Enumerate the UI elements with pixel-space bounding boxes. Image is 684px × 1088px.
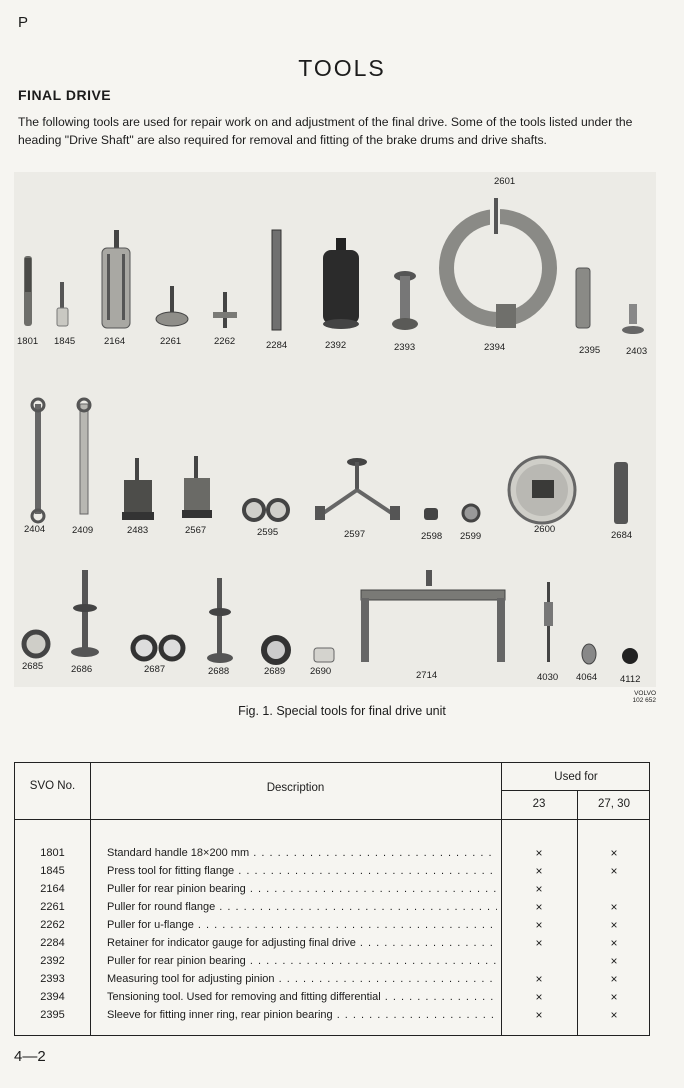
mark-23: × [535,864,543,878]
tool-label: 2686 [71,664,93,675]
tool-label: 2689 [264,666,286,677]
tool-label: 2595 [257,527,279,538]
tool-description: Measuring tool for adjusting pinion . . . [107,973,497,985]
svo-number: 1801 [40,847,65,859]
tool-2393-measuring [392,271,418,330]
tool-2394-tensioning [447,198,549,328]
tool-description: Puller for u-flange . . . [107,919,497,931]
tools-table [14,762,650,1036]
tool-2567 [182,456,212,518]
section-letter: P [18,14,29,31]
tool-label: 2690 [310,666,332,677]
tool-2262-puller [213,292,237,328]
figure-code-line-1: VOLVO [634,690,656,697]
tool-2688 [207,578,233,663]
tool-label: 2409 [72,525,94,536]
tool-label: 2600 [534,524,556,535]
table-row [15,863,651,881]
table-row [15,881,651,899]
tool-label: 4064 [576,672,598,683]
table-row [15,845,651,863]
tool-label: 2392 [325,340,347,351]
tool-2685 [24,632,48,656]
tool-label: 1801 [17,336,39,347]
mark-27-30: × [610,990,618,1004]
figure-code-line-2: 102 652 [632,697,656,704]
tool-2684 [614,462,628,524]
tool-label: 2684 [611,530,633,541]
tool-label: 1845 [54,336,76,347]
tool-label: 2599 [460,531,482,542]
tool-description: Puller for round flange . . . [107,901,497,913]
svo-number: 2393 [40,973,65,985]
svo-number: 2262 [40,919,65,931]
table-row [15,899,651,917]
mark-27-30: × [610,918,618,932]
tool-label: 2685 [22,661,44,672]
tool-label: 2262 [214,336,236,347]
svo-number: 2164 [40,883,65,895]
tool-2600 [509,457,575,523]
tool-label: 2687 [144,664,166,675]
intro-paragraph: The following tools are used for repair work on and adjustment of the final drive. Some of the tools listed under the heading "Drive Shaft" are also required for removal and fitting of the brake drums and drive shafts. [18,115,633,147]
tool-2404 [32,399,44,522]
mark-27-30: × [610,954,618,968]
tool-2597 [315,458,400,520]
tool-2714 [361,570,505,662]
svo-number: 1845 [40,865,65,877]
tool-label: 2393 [394,342,416,353]
mark-23: × [535,990,543,1004]
col-header-description: Description [266,782,325,794]
tool-label: 2261 [160,336,182,347]
table-row [15,917,651,935]
tool-label: 2688 [208,666,230,677]
tool-2403 [622,304,644,334]
tool-description: Puller for rear pinion bearing . . . [107,883,497,895]
tool-description: Standard handle 18×200 mm . . . [107,847,497,859]
tool-description: Sleeve for fitting inner ring, rear pinion bearing . . . [107,1009,497,1021]
tool-label: 2284 [266,340,288,351]
tool-2599 [463,505,479,521]
tools-photo [14,172,656,687]
tool-1801-handle [24,256,32,326]
mark-27-30: × [610,846,618,860]
tool-description: Puller for rear pinion bearing . . . [107,955,497,967]
table-row [15,989,651,1007]
svo-number: 2392 [40,955,65,967]
tool-label: 2403 [626,346,648,357]
section-heading: FINAL DRIVE [18,87,112,103]
table-header-rule [15,819,649,820]
page-title: TOOLS [298,55,386,81]
tool-4112 [622,648,638,664]
svo-number: 2394 [40,991,65,1003]
tool-2395-sleeve [576,268,590,328]
tool-description: Retainer for indicator gauge for adjusting final drive . . . [107,937,497,949]
mark-23: × [535,900,543,914]
col-header-used-for: Used for [554,771,598,783]
tool-label: 4112 [620,674,641,685]
figure-caption: Fig. 1. Special tools for final drive unit [238,704,446,718]
tool-2483 [122,458,154,520]
mark-27-30: × [610,900,618,914]
tool-label: 2164 [104,336,126,347]
tool-label: 2567 [185,525,207,536]
table-divider [501,790,649,791]
tools-photo-drawing [14,172,656,687]
tool-2598 [424,508,438,520]
tool-label: 2714 [416,670,438,681]
tool-2261-puller [156,286,188,326]
tool-description: Press tool for fitting flange . . . [107,865,497,877]
tool-label: 2598 [421,531,443,542]
tool-label: 2483 [127,525,149,536]
table-row [15,1007,651,1025]
col-header-27-30: 27, 30 [598,798,630,810]
tool-label: 4030 [537,672,559,683]
tool-label: 2597 [344,529,366,540]
tool-label: 2601 [494,176,516,187]
mark-23: × [535,936,543,950]
mark-23: × [535,1008,543,1022]
tool-2595 [244,500,288,520]
table-row [15,953,651,971]
table-row [15,935,651,953]
tool-description: Tensioning tool. Used for removing and fitting differential . . . [107,991,497,1003]
tool-2686 [71,570,99,657]
tool-2164-puller [102,230,130,328]
col-header-svo: SVO No. [29,780,76,792]
svo-number: 2261 [40,901,65,913]
page-number: 4—2 [14,1048,46,1065]
mark-27-30: × [610,936,618,950]
mark-23: × [535,882,543,896]
tool-2690 [314,648,334,662]
mark-27-30: × [610,972,618,986]
tool-4064 [582,644,596,664]
svo-number: 2395 [40,1009,65,1021]
mark-27-30: × [610,864,618,878]
tool-2284-retainer [272,230,281,330]
mark-23: × [535,918,543,932]
tool-2687 [133,637,183,659]
mark-23: × [535,972,543,986]
tool-label: 2394 [484,342,506,353]
tool-2392-puller [323,238,359,329]
svo-number: 2284 [40,937,65,949]
tool-4030 [544,582,553,662]
col-header-23: 23 [532,798,546,810]
mark-27-30: × [610,1008,618,1022]
tool-label: 2404 [24,524,46,535]
tool-label: 2395 [579,345,601,356]
table-row [15,971,651,989]
tool-2689 [264,638,288,662]
mark-23: × [535,846,543,860]
figure-code [628,690,656,704]
tool-2409 [78,399,90,514]
tool-1845-press [57,282,68,326]
